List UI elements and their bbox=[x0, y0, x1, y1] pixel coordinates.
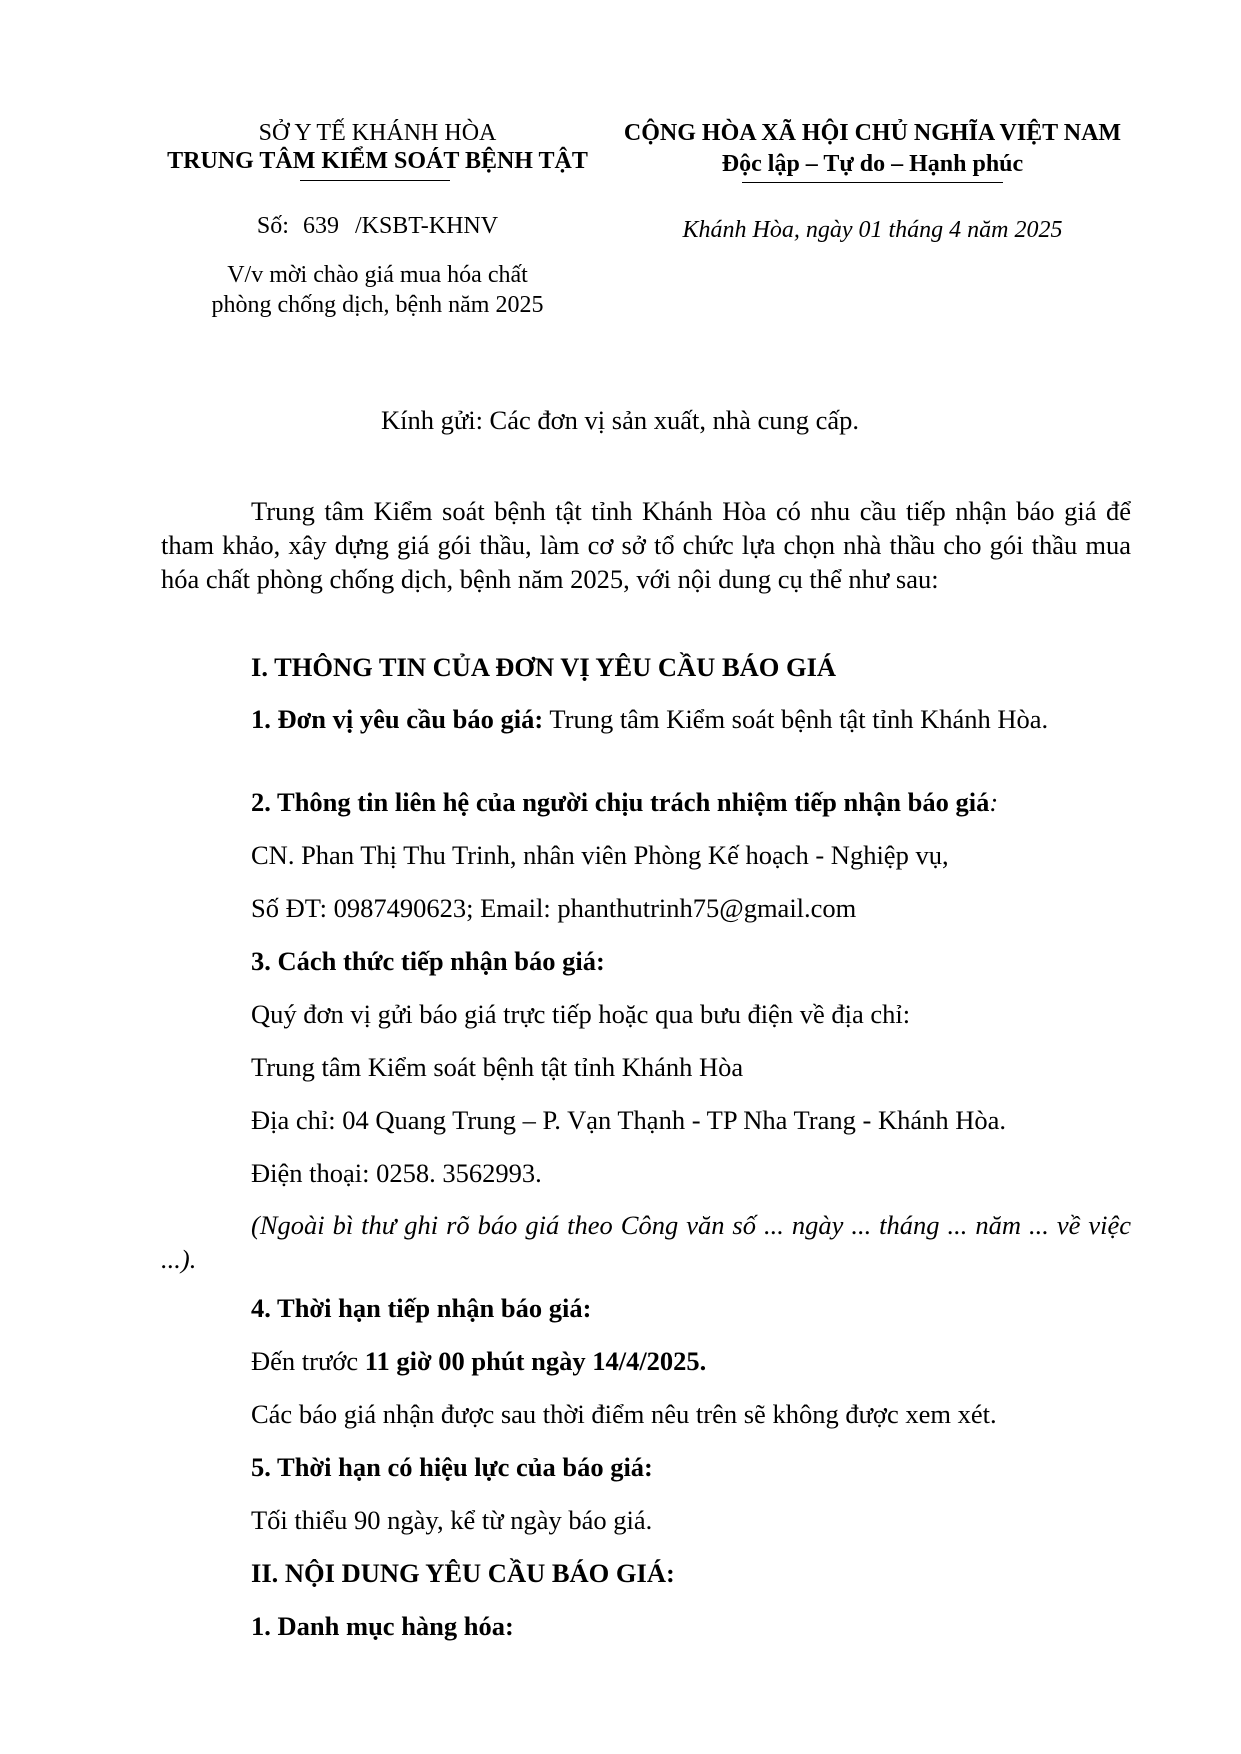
receive-org: Trung tâm Kiểm soát bệnh tật tỉnh Khánh Hòa bbox=[251, 1052, 744, 1082]
receive-address: Địa chỉ: 04 Quang Trung – P. Vạn Thạnh - TP Nha Trang - Khánh Hòa. bbox=[251, 1105, 1006, 1135]
section1-item2-colon: : bbox=[989, 787, 999, 817]
section1-item2 bbox=[251, 785, 1131, 819]
nation-motto: Độc lập – Tự do – Hạnh phúc bbox=[721, 151, 1024, 177]
recipient: Kính gửi: Các đơn vị sản xuất, nhà cung cấp. bbox=[380, 405, 860, 435]
deadline-value: 11 giờ 00 phút ngày 14/4/2025. bbox=[364, 1346, 707, 1376]
section2-item1: 1. Danh mục hàng hóa: bbox=[251, 1611, 514, 1641]
section1-title: I. THÔNG TIN CỦA ĐƠN VỊ YÊU CẦU BÁO GIÁ bbox=[251, 652, 837, 682]
envelope-note: (Ngoài bì thư ghi rõ báo giá theo Công văn số ... ngày ... tháng ... năm ... về việc ...). bbox=[161, 1210, 1131, 1274]
validity: Tối thiểu 90 ngày, kể từ ngày báo giá. bbox=[251, 1505, 653, 1535]
doc-number-value: 639 bbox=[302, 213, 339, 239]
doc-number-suffix: /KSBT-KHNV bbox=[354, 213, 499, 239]
section1-item5: 5. Thời hạn có hiệu lực của báo giá: bbox=[251, 1452, 653, 1482]
section1-item1-label: 1. Đơn vị yêu cầu báo giá: bbox=[251, 704, 544, 734]
motto-underline bbox=[742, 182, 1003, 183]
section1-item2-label: 2. Thông tin liên hệ của người chịu trách nhiệm tiếp nhận báo giá bbox=[251, 787, 990, 817]
deadline-note: Các báo giá nhận được sau thời điểm nêu trên sẽ không được xem xét. bbox=[251, 1399, 997, 1429]
contact-phone-email: Số ĐT: 0987490623; Email: phanthutrinh75@gmail.com bbox=[251, 893, 857, 923]
issue-date: Khánh Hòa, ngày 01 tháng 4 năm 2025 bbox=[682, 217, 1063, 243]
doc-number bbox=[150, 212, 605, 240]
section1-item3: 3. Cách thức tiếp nhận báo giá: bbox=[251, 946, 605, 976]
nation-title: CỘNG HÒA XÃ HỘI CHỦ NGHĨA VIỆT NAM bbox=[623, 120, 1122, 146]
receive-tel: Điện thoại: 0258. 3562993. bbox=[251, 1158, 542, 1188]
intro-paragraph: Trung tâm Kiểm soát bệnh tật tỉnh Khánh Hòa có nhu cầu tiếp nhận báo giá để tham khảo, xây dựng giá gói thầu, làm cơ sở tổ chức lựa chọn nhà thầu cho gói thầu mua hóa chất phòng chống dịch, bệnh năm 2025, với nội dung cụ thể như sau: bbox=[161, 496, 1131, 594]
section1-item1 bbox=[161, 702, 1131, 736]
section1-item4: 4. Thời hạn tiếp nhận báo giá: bbox=[251, 1293, 592, 1323]
receive-method: Quý đơn vị gửi báo giá trực tiếp hoặc qua bưu điện về địa chỉ: bbox=[251, 999, 911, 1029]
section2-title: II. NỘI DUNG YÊU CẦU BÁO GIÁ: bbox=[251, 1558, 675, 1588]
deadline bbox=[251, 1344, 1131, 1378]
contact-name: CN. Phan Thị Thu Trinh, nhân viên Phòng Kế hoạch - Nghiệp vụ, bbox=[251, 840, 949, 870]
org-name-underline bbox=[300, 180, 450, 181]
org-name: TRUNG TÂM KIỂM SOÁT BỆNH TẬT bbox=[167, 148, 588, 174]
doc-number-prefix: Số: bbox=[256, 213, 289, 239]
org-parent: SỞ Y TẾ KHÁNH HÒA bbox=[258, 120, 497, 146]
deadline-prefix: Đến trước bbox=[251, 1346, 365, 1376]
doc-subject: V/v mời chào giá mua hóa chất phòng chống dịch, bệnh năm 2025 bbox=[211, 262, 544, 318]
section1-item1-value: Trung tâm Kiểm soát bệnh tật tỉnh Khánh Hòa. bbox=[543, 704, 1049, 734]
